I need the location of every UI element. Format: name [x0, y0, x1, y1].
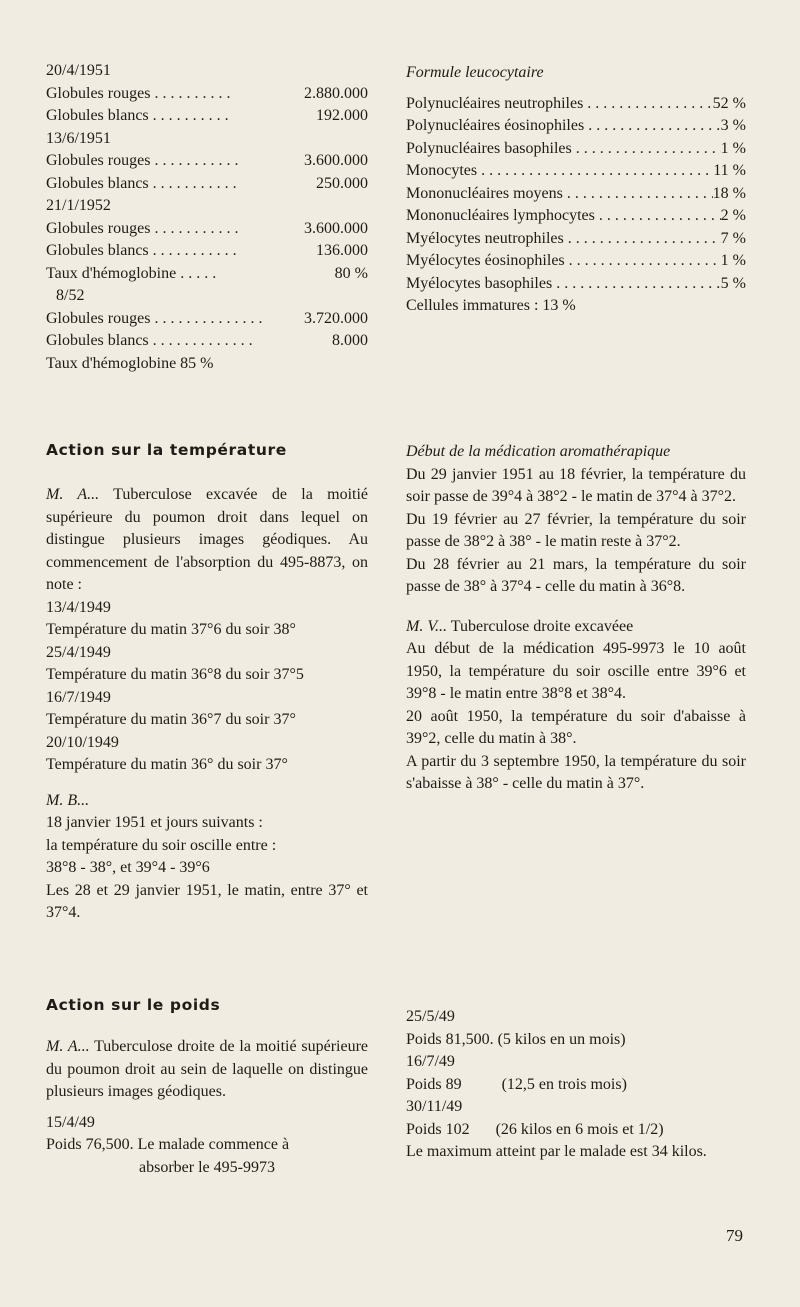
formula-value: 7 % — [720, 229, 746, 247]
count-value: 136.000 — [316, 242, 368, 259]
count-row — [46, 308, 368, 331]
medication-block — [406, 441, 746, 796]
count-row — [46, 83, 368, 106]
formula-label: Monocytes — [406, 162, 478, 179]
patient-a-paragraph — [46, 484, 368, 597]
temperature-line: Température du matin 36° du soir 37° — [46, 756, 288, 773]
leader-dots — [149, 330, 253, 353]
weight-value: Poids 102 — [406, 1120, 470, 1138]
count-label: Globules rouges — [46, 219, 151, 237]
formula-row — [406, 138, 746, 161]
formula-list — [406, 93, 746, 296]
count-label: Taux d'hémoglobine — [46, 264, 177, 282]
count-value: 3.600.000 — [304, 219, 368, 237]
formula-label: Mononucléaires moyens — [406, 184, 563, 202]
weight-block-right — [406, 1006, 746, 1164]
patient-name: M. B... — [46, 791, 90, 809]
leader-dots — [572, 138, 721, 161]
weight-line: Le maximum atteint par le malade est 34 kilos. — [406, 1143, 707, 1160]
weight-note: (26 kilos en 6 mois et 1/2) — [495, 1120, 664, 1138]
weight-line — [406, 1074, 746, 1097]
formula-row — [406, 183, 746, 206]
count-label: Globules rouges — [46, 84, 151, 102]
leader-dots — [149, 105, 229, 128]
patient-description: Tuberculose droite excavéee — [447, 617, 634, 635]
weight-line: Poids 76,500. Le malade commence à — [46, 1136, 290, 1153]
date: 25/4/1949 — [46, 643, 111, 661]
temperature-line: Température du matin 36°8 du soir 37°5 — [46, 666, 304, 683]
weight-line: absorber le 495-9973 — [139, 1158, 275, 1176]
formula-label: Polynucléaires basophiles — [406, 139, 572, 157]
formula-value: 18 % — [712, 184, 746, 202]
date: 13/6/1951 — [46, 129, 111, 147]
formula-value: 3 % — [720, 117, 746, 134]
leader-dots — [176, 263, 220, 286]
medication-paragraph: Du 29 janvier 1951 au 18 février, la température du soir passe de 39°4 à 38°2 - le matin de 37°4 à 37°2. — [406, 465, 746, 505]
leader-dots — [150, 308, 266, 331]
formula-label: Mononucléaires lymphocytes — [406, 207, 595, 224]
formula-row — [406, 273, 746, 296]
weight-value: Poids 89 — [406, 1075, 462, 1093]
medication-title: Début de la médication aromathérapique — [406, 443, 671, 460]
formula-row — [406, 93, 746, 116]
formula-row — [406, 250, 746, 273]
patient-name: M. A... — [46, 1038, 90, 1055]
temperature-line: Température du matin 37°6 du soir 38° — [46, 621, 296, 638]
hemoglobin-line: Taux d'hémoglobine 85 % — [46, 354, 214, 372]
leader-dots — [149, 173, 237, 196]
section-heading-temperature: Action sur la température — [46, 441, 287, 459]
formula-label: Myélocytes basophiles — [406, 274, 553, 292]
date: 30/11/49 — [406, 1098, 463, 1115]
count-value: 2.880.000 — [304, 84, 368, 102]
page-number: 79 — [726, 1226, 743, 1245]
formula-value: 1 % — [720, 139, 746, 157]
patient-name: M. V... — [406, 617, 448, 635]
formula-last: Cellules immatures : 13 % — [406, 297, 576, 314]
count-value: 3.720.000 — [304, 309, 368, 327]
count-row — [46, 263, 368, 286]
date: 20/10/1949 — [46, 733, 119, 751]
date: 21/1/1952 — [46, 197, 111, 214]
date: 8/52 — [56, 287, 85, 304]
count-value: 250.000 — [316, 174, 368, 192]
date: 13/4/1949 — [46, 598, 111, 616]
leader-dots — [583, 93, 712, 116]
date: 25/5/49 — [406, 1008, 455, 1025]
patient-a-weight-paragraph — [46, 1036, 368, 1104]
formula-row — [406, 228, 746, 251]
formula-value: 1 % — [720, 252, 746, 269]
temperature-line: Température du matin 36°7 du soir 37° — [46, 711, 296, 728]
medication-paragraph: Du 19 février au 27 février, la température du soir passe de 38°2 à 38° - le matin reste à 37°2. — [406, 510, 746, 550]
leader-dots — [563, 183, 713, 206]
section-heading-weight: Action sur le poids — [46, 996, 221, 1014]
count-label: Globules blancs — [46, 332, 149, 349]
medication-paragraph: A partir du 3 septembre 1950, la température du soir s'abaisse à 38° - celle du matin à 37°. — [406, 752, 746, 792]
leader-dots — [150, 218, 238, 241]
formula-label: Polynucléaires neutrophiles — [406, 94, 584, 112]
leader-dots — [584, 115, 720, 138]
weight-block-left — [46, 1036, 368, 1179]
count-row — [46, 240, 368, 263]
patient-b-line: 38°8 - 38°, et 39°4 - 39°6 — [46, 859, 210, 876]
formula-row — [406, 160, 746, 183]
patient-v-heading — [406, 616, 746, 639]
count-row — [46, 218, 368, 241]
weight-line: Poids 81,500. (5 kilos en un mois) — [406, 1030, 626, 1048]
leucocyte-formula — [406, 62, 746, 318]
medication-paragraph: Au début de la médication 495-9973 le 10 août 1950, la température du soir oscille entre 39°6 et 39°8 - le matin entre 38°8 et 38°4. — [406, 640, 746, 702]
medication-paragraph: Du 28 février au 21 mars, la température du soir passe de 38° à 37°4 - celle du matin à 36°8. — [406, 555, 746, 595]
formula-row — [406, 115, 746, 138]
count-row — [46, 150, 368, 173]
blood-counts — [46, 60, 368, 375]
count-label: Globules blancs — [46, 242, 149, 259]
formula-title: Formule leucocytaire — [406, 64, 544, 81]
patient-b-line: 18 janvier 1951 et jours suivants : — [46, 814, 263, 831]
leader-dots — [149, 240, 237, 263]
formula-value: 5 % — [720, 274, 746, 292]
count-label: Globules rouges — [46, 309, 151, 327]
formula-value: 2 % — [720, 207, 746, 224]
count-label: Globules blancs — [46, 174, 149, 192]
patient-b-line: Les 28 et 29 janvier 1951, le matin, entre 37° et 37°4. — [46, 881, 368, 921]
leader-dots — [565, 250, 721, 273]
formula-row — [406, 205, 746, 228]
patient-description: Tuberculose excavée de la moitié supérieure du poumon droit dans lequel on distingue plusieurs images géodiques. Au commencement de l'absorption du 495-8873, on note : — [46, 486, 369, 593]
patient-name: M. A... — [46, 486, 100, 503]
count-value: 3.600.000 — [304, 152, 368, 169]
leader-dots — [564, 228, 721, 251]
formula-label: Myélocytes éosinophiles — [406, 252, 565, 269]
formula-value: 11 % — [713, 162, 746, 179]
weight-note: (12,5 en trois mois) — [501, 1075, 627, 1093]
leader-dots — [150, 83, 230, 106]
formula-label: Polynucléaires éosinophiles — [406, 117, 585, 134]
count-label: Globules blancs — [46, 107, 149, 124]
medication-paragraph: 20 août 1950, la température du soir d'abaisse à 39°2, celle du matin à 38°. — [406, 707, 746, 747]
patient-b-line: la température du soir oscille entre : — [46, 836, 277, 854]
count-row — [46, 330, 368, 353]
leader-dots — [150, 150, 238, 173]
formula-value: 52 % — [712, 94, 746, 112]
date: 20/4/1951 — [46, 62, 111, 79]
count-value: 8.000 — [332, 332, 368, 349]
count-value: 192.000 — [316, 107, 368, 124]
temperature-block — [46, 484, 368, 925]
date: 15/4/49 — [46, 1113, 95, 1131]
leader-dots — [477, 160, 713, 183]
leader-dots — [552, 273, 720, 296]
leader-dots — [595, 205, 721, 228]
count-label: Globules rouges — [46, 152, 151, 169]
patient-description: Tuberculose droite de la moitié supérieure du poumon droit au sein de laquelle on distingue plusieurs images géodiques. — [46, 1038, 368, 1100]
date: 16/7/1949 — [46, 688, 111, 706]
formula-label: Myélocytes neutrophiles — [406, 229, 564, 247]
weight-line — [406, 1119, 746, 1142]
count-row — [46, 173, 368, 196]
count-row — [46, 105, 368, 128]
date: 16/7/49 — [406, 1053, 455, 1070]
count-value: 80 % — [334, 264, 368, 282]
